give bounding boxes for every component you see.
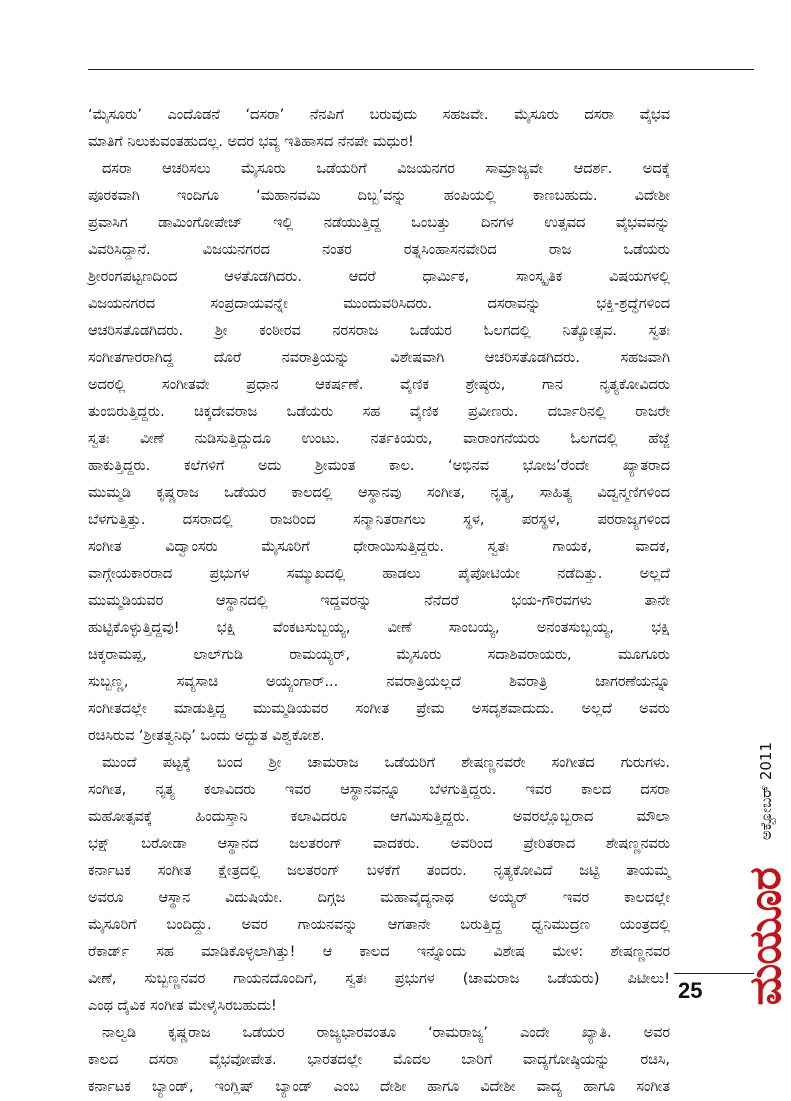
article-line: ಅವರೂ ಆಸ್ಥಾನ ವಿದುಷಿಯೇ. ದಿಗ್ಗಜ ಮಹಾವೈದ್ಯನಾಥ ಅಯ್ಯರ್ ಇವರ ಕಾಲದಲ್ಲೇ [88, 890, 670, 906]
article-line: ಎಂಥ ದೈವಿಕ ಸಂಗೀತ ಮೇಳೈಸಿರಬಹುದು! [88, 998, 277, 1014]
article-line: ಆಚರಿಸತೊಡಗಿದರು. ಶ್ರೀ ಕಂಠೀರವ ನರಸರಾಜ ಒಡೆಯರ ಓಲಗದಲ್ಲಿ ನಿತ್ಯೋತ್ಸವ. ಸ್ವತಃ [88, 323, 670, 339]
article-line: ಮಹೋತ್ಸವಕ್ಕೆ ಹಿಂದುಸ್ತಾನಿ ಕಲಾವಿದರೂ ಆಗಮಿಸುತ್ತಿದ್ದರು. ಅವರಲ್ಲೊಬ್ಬರಾದ ಮೌಲಾ [88, 809, 670, 825]
article-line: ಹುಟ್ಟಿಕೊಳ್ಳುತ್ತಿದ್ದವು! ಭಕ್ಷಿ ವೆಂಕಟಸುಬ್ಬಯ್ಯ, ವೀಣೆ ಸಾಂಬಯ್ಯ, ಅನಂತಸುಬ್ಬಯ್ಯ, ಭಕ್ಷಿ [88, 620, 670, 636]
article-body [88, 102, 670, 1101]
article-line: ಮುಮ್ಮಡಿ ಕೃಷ್ಣರಾಜ ಒಡೆಯರ ಕಾಲದಲ್ಲಿ ಆಸ್ಥಾನವು ಸಂಗೀತ, ನೃತ್ಯ, ಸಾಹಿತ್ಯ ವಿದ್ವನ್ಮಣಿಗಳಿಂದ [88, 485, 670, 501]
magazine-sidebar [740, 742, 791, 1005]
article-line: ಸಂಗೀತದಲ್ಲೇ ಮಾಡುತ್ತಿದ್ದ ಮುಮ್ಮಡಿಯವರ ಸಂಗೀತ ಪ್ರೇಮ ಅಸದೃಶವಾದುದು. ಅಲ್ಲದೆ ಅವರು [88, 701, 670, 717]
article-line: ರೆಕಾರ್ಡ್ ಸಹ ಮಾಡಿಕೊಳ್ಳಲಾಗಿತ್ತು! ಆ ಕಾಲದ ಇನ್ನೊಂದು ವಿಶೇಷ ಮೇಳ: ಶೇಷಣ್ಣನವರ [88, 944, 670, 960]
article-line: ಬೆಳಗುತ್ತಿತ್ತು. ದಸರಾದಲ್ಲಿ ರಾಜರಿಂದ ಸನ್ಮಾನಿತರಾಗಲು ಸ್ಥಳ, ಪರಸ್ಥಳ, ಪರರಾಜ್ಯಗಳಿಂದ [88, 512, 670, 528]
article-line: ಮುಮ್ಮಡಿಯವರ ಆಸ್ಥಾನದಲ್ಲಿ ಇದ್ದವರನ್ನು ನೆನೆದರೆ ಭಯ-ಗೌರವಗಳು ತಾನೇ [88, 593, 670, 609]
article-line: ಸ್ವತಃ ವೀಣೆ ನುಡಿಸುತ್ತಿದ್ದುದೂ ಉಂಟು. ನರ್ತಕಿಯರು, ವಾರಾಂಗನೆಯರು ಓಲಗದಲ್ಲಿ ಹೆಜ್ಜೆ [88, 431, 670, 447]
article-line: ಮಾತಿಗೆ ನಿಲುಕುವಂತಹುದಲ್ಲ. ಅದರ ಭವ್ಯ ಇತಿಹಾಸದ ನೆನಪೇ ಮಧುರ! [88, 134, 414, 150]
article-line: ತುಂಬಿರುತ್ತಿದ್ದರು. ಚಿಕ್ಕದೇವರಾಜ ಒಡೆಯರು ಸಹ ವೈಣಿಕ ಪ್ರವೀಣರು. ದರ್ಬಾರಿನಲ್ಲಿ ರಾಜರೇ [88, 404, 670, 420]
article-line: ಕರ್ನಾಟಕ ಬ್ಯಾಂಡ್, ಇಂಗ್ಲಿಷ್ ಬ್ಯಾಂಡ್ ಎಂಬ ದೇಶೀ ಹಾಗೂ ವಿದೇಶೀ ವಾದ್ಯ ಹಾಗೂ ಸಂಗೀತ [88, 1079, 670, 1095]
article-line: ಪೂರಕವಾಗಿ ಇಂದಿಗೂ ‘ಮಹಾನವಮಿ ದಿಬ್ಬ’ವನ್ನು ಹಂಪಿಯಲ್ಲಿ ಕಾಣಬಹುದು. ವಿದೇಶೀ [88, 188, 670, 204]
article-line: ವಿವರಿಸಿದ್ದಾನೆ. ವಿಜಯನಗರದ ನಂತರ ರತ್ನಸಿಂಹಾಸನವೇರಿದ ರಾಜ ಒಡೆಯರು [88, 242, 670, 258]
page-number: 25 [678, 978, 703, 1003]
article-line: ವಾಗ್ಗೇಯಕಾರರಾದ ಪ್ರಭುಗಳ ಸಮ್ಮುಖದಲ್ಲಿ ಹಾಡಲು ಪೈಪೋಟಿಯೇ ನಡೆದಿತ್ತು. ಅಲ್ಲದೆ [88, 566, 670, 582]
article-line: ಮುಂದೆ ಪಟ್ಟಕ್ಕೆ ಬಂದ ಶ್ರೀ ಚಾಮರಾಜ ಒಡೆಯರಿಗೆ ಶೇಷಣ್ಣನವರೇ ಸಂಗೀತದ ಗುರುಗಳು. [102, 755, 670, 771]
article-line: ಸಂಗೀತ, ನೃತ್ಯ ಕಲಾವಿದರು ಇವರ ಆಸ್ಥಾನವನ್ನೂ ಬೆಳಗುತ್ತಿದ್ದರು. ಇವರ ಕಾಲದ ದಸರಾ [88, 782, 670, 798]
article-line: ಸಂಗೀತಗಾರರಾಗಿದ್ದ ದೊರೆ ನವರಾತ್ರಿಯನ್ನು ವಿಶೇಷವಾಗಿ ಆಚರಿಸತೊಡಗಿದರು. ಸಹಜವಾಗಿ [88, 350, 670, 366]
article-line: ಪ್ರವಾಸಿಗ ಡಾಮಿಂಗೋಪೇಜ್ ಇಲ್ಲಿ ನಡೆಯುತ್ತಿದ್ದ ಒಂಬತ್ತು ದಿನಗಳ ಉತ್ಸವದ ವೈಭವವನ್ನು [88, 215, 670, 231]
article-line: ‘ಮೈಸೂರು’ ಎಂದೊಡನೆ ‘ದಸರಾ’ ನೆನಪಿಗೆ ಬರುವುದು ಸಹಜವೇ. ಮೈಸೂರು ದಸರಾ ವೈಭವ [88, 107, 670, 123]
article-line: ಅದರಲ್ಲಿ ಸಂಗೀತವೇ ಪ್ರಧಾನ ಆಕರ್ಷಣೆ. ವೈಣಿಕ ಶ್ರೇಷ್ಠರು, ಗಾನ ನೃತ್ಯಕೋವಿದರು [88, 377, 670, 393]
article-line: ಮೈಸೂರಿಗೆ ಬಂದಿದ್ದು. ಅವರ ಗಾಯನವನ್ನು ಆಗತಾನೇ ಬರುತ್ತಿದ್ದ ಧ್ವನಿಮುದ್ರಣ ಯಂತ್ರದಲ್ಲಿ [88, 917, 670, 933]
footer-rule [674, 973, 754, 974]
article-line: ಸಂಗೀತ ವಿದ್ವಾಂಸರು ಮೈಸೂರಿಗೆ ಧೇರಾಯಿಸುತ್ತಿದ್ದರು. ಸ್ವತಃ ಗಾಯಕ, ವಾದಕ, [88, 539, 670, 555]
article-line: ಸುಬ್ಬಣ್ಣ, ಸವ್ಯಸಾಚಿ ಅಯ್ಯಂಗಾರ್... ನವರಾತ್ರಿಯಲ್ಲದೆ ಶಿವರಾತ್ರಿ ಜಾಗರಣೆಯನ್ನೂ [88, 674, 670, 690]
issue-date: ಅಕ್ಟೋಬರ್ 2011 [756, 742, 775, 841]
article-line: ಕಾಲದ ದಸರಾ ವೈಭವೋಪೇತ. ಭಾರತದಲ್ಲೇ ಮೊದಲ ಬಾರಿಗೆ ವಾದ್ಯಗೋಷ್ಠಿಯನ್ನು ರಚಿಸಿ, [88, 1052, 670, 1068]
article-line: ನಾಲ್ವಡಿ ಕೃಷ್ಣರಾಜ ಒಡೆಯರ ರಾಜ್ಯಭಾರವಂತೂ ‘ರಾಮರಾಜ್ಯ’ ಎಂದೇ ಖ್ಯಾತಿ. ಅವರ [102, 1025, 670, 1041]
article-line: ದಸರಾ ಆಚರಿಸಲು ಮೈಸೂರು ಒಡೆಯರಿಗೆ ವಿಜಯನಗರ ಸಾಮ್ರಾಜ್ಯವೇ ಆದರ್ಶ. ಅದಕ್ಕೆ [102, 161, 670, 177]
article-line: ಭಕ್ಷ್ ಬರೋಡಾ ಆಸ್ಥಾನದ ಜಲತರಂಗ್ ವಾದಕರು. ಅವರಿಂದ ಪ್ರೇರಿತರಾದ ಶೇಷಣ್ಣನವರು [88, 836, 670, 852]
article-line: ರಚಿಸಿರುವ ‘ಶ್ರೀತತ್ವನಿಧಿ’ ಒಂದು ಅದ್ಭುತ ವಿಶ್ವಕೋಶ. [88, 728, 325, 744]
article-line: ಚಿಕ್ಕರಾಮಪ್ಪ, ಲಾಲ್‌ಗುಡಿ ರಾಮಯ್ಯರ್, ಮೈಸೂರು ಸದಾಶಿವರಾಯರು, ಮೂಗೂರು [88, 647, 670, 663]
article-line: ಹಾಕುತ್ತಿದ್ದರು. ಕಲೆಗಳಿಗೆ ಅದು ಶ್ರೀಮಂತ ಕಾಲ. ‘ಅಭಿನವ ಭೋಜ’ರೆಂದೇ ಖ್ಯಾತರಾದ [88, 458, 670, 474]
article-line: ವೀಣೆ, ಸುಬ್ಬಣ್ಣನವರ ಗಾಯನದೊಂದಿಗೆ, ಸ್ವತಃ ಪ್ರಭುಗಳ (ಚಾಮರಾಜ ಒಡೆಯರು) ಪಿಟೀಲು! [88, 971, 670, 987]
article-line: ಶ್ರೀರಂಗಪಟ್ಟಣದಿಂದ ಆಳತೊಡಗಿದರು. ಆದರೆ ಧಾರ್ಮಿಕ, ಸಾಂಸ್ಕೃತಿಕ ವಿಷಯಗಳಲ್ಲಿ [88, 269, 670, 285]
article-line: ವಿಜಯನಗರದ ಸಂಪ್ರದಾಯವನ್ನೇ ಮುಂದುವರಿಸಿದರು. ದಸರಾವನ್ನು ಭಕ್ತಿ-ಶ್ರದ್ಧೆಗಳಿಂದ [88, 296, 670, 312]
article-line: ಕರ್ನಾಟಕ ಸಂಗೀತ ಕ್ಷೇತ್ರದಲ್ಲಿ ಜಲತರಂಗ್ ಬಳಕೆಗೆ ತಂದರು. ನೃತ್ಯಕೋವಿದೆ ಜಟ್ಟಿ ತಾಯಮ್ಮ [88, 863, 670, 879]
magazine-logo: ಮಯೂರ [740, 868, 791, 1006]
header-rule [88, 69, 754, 70]
